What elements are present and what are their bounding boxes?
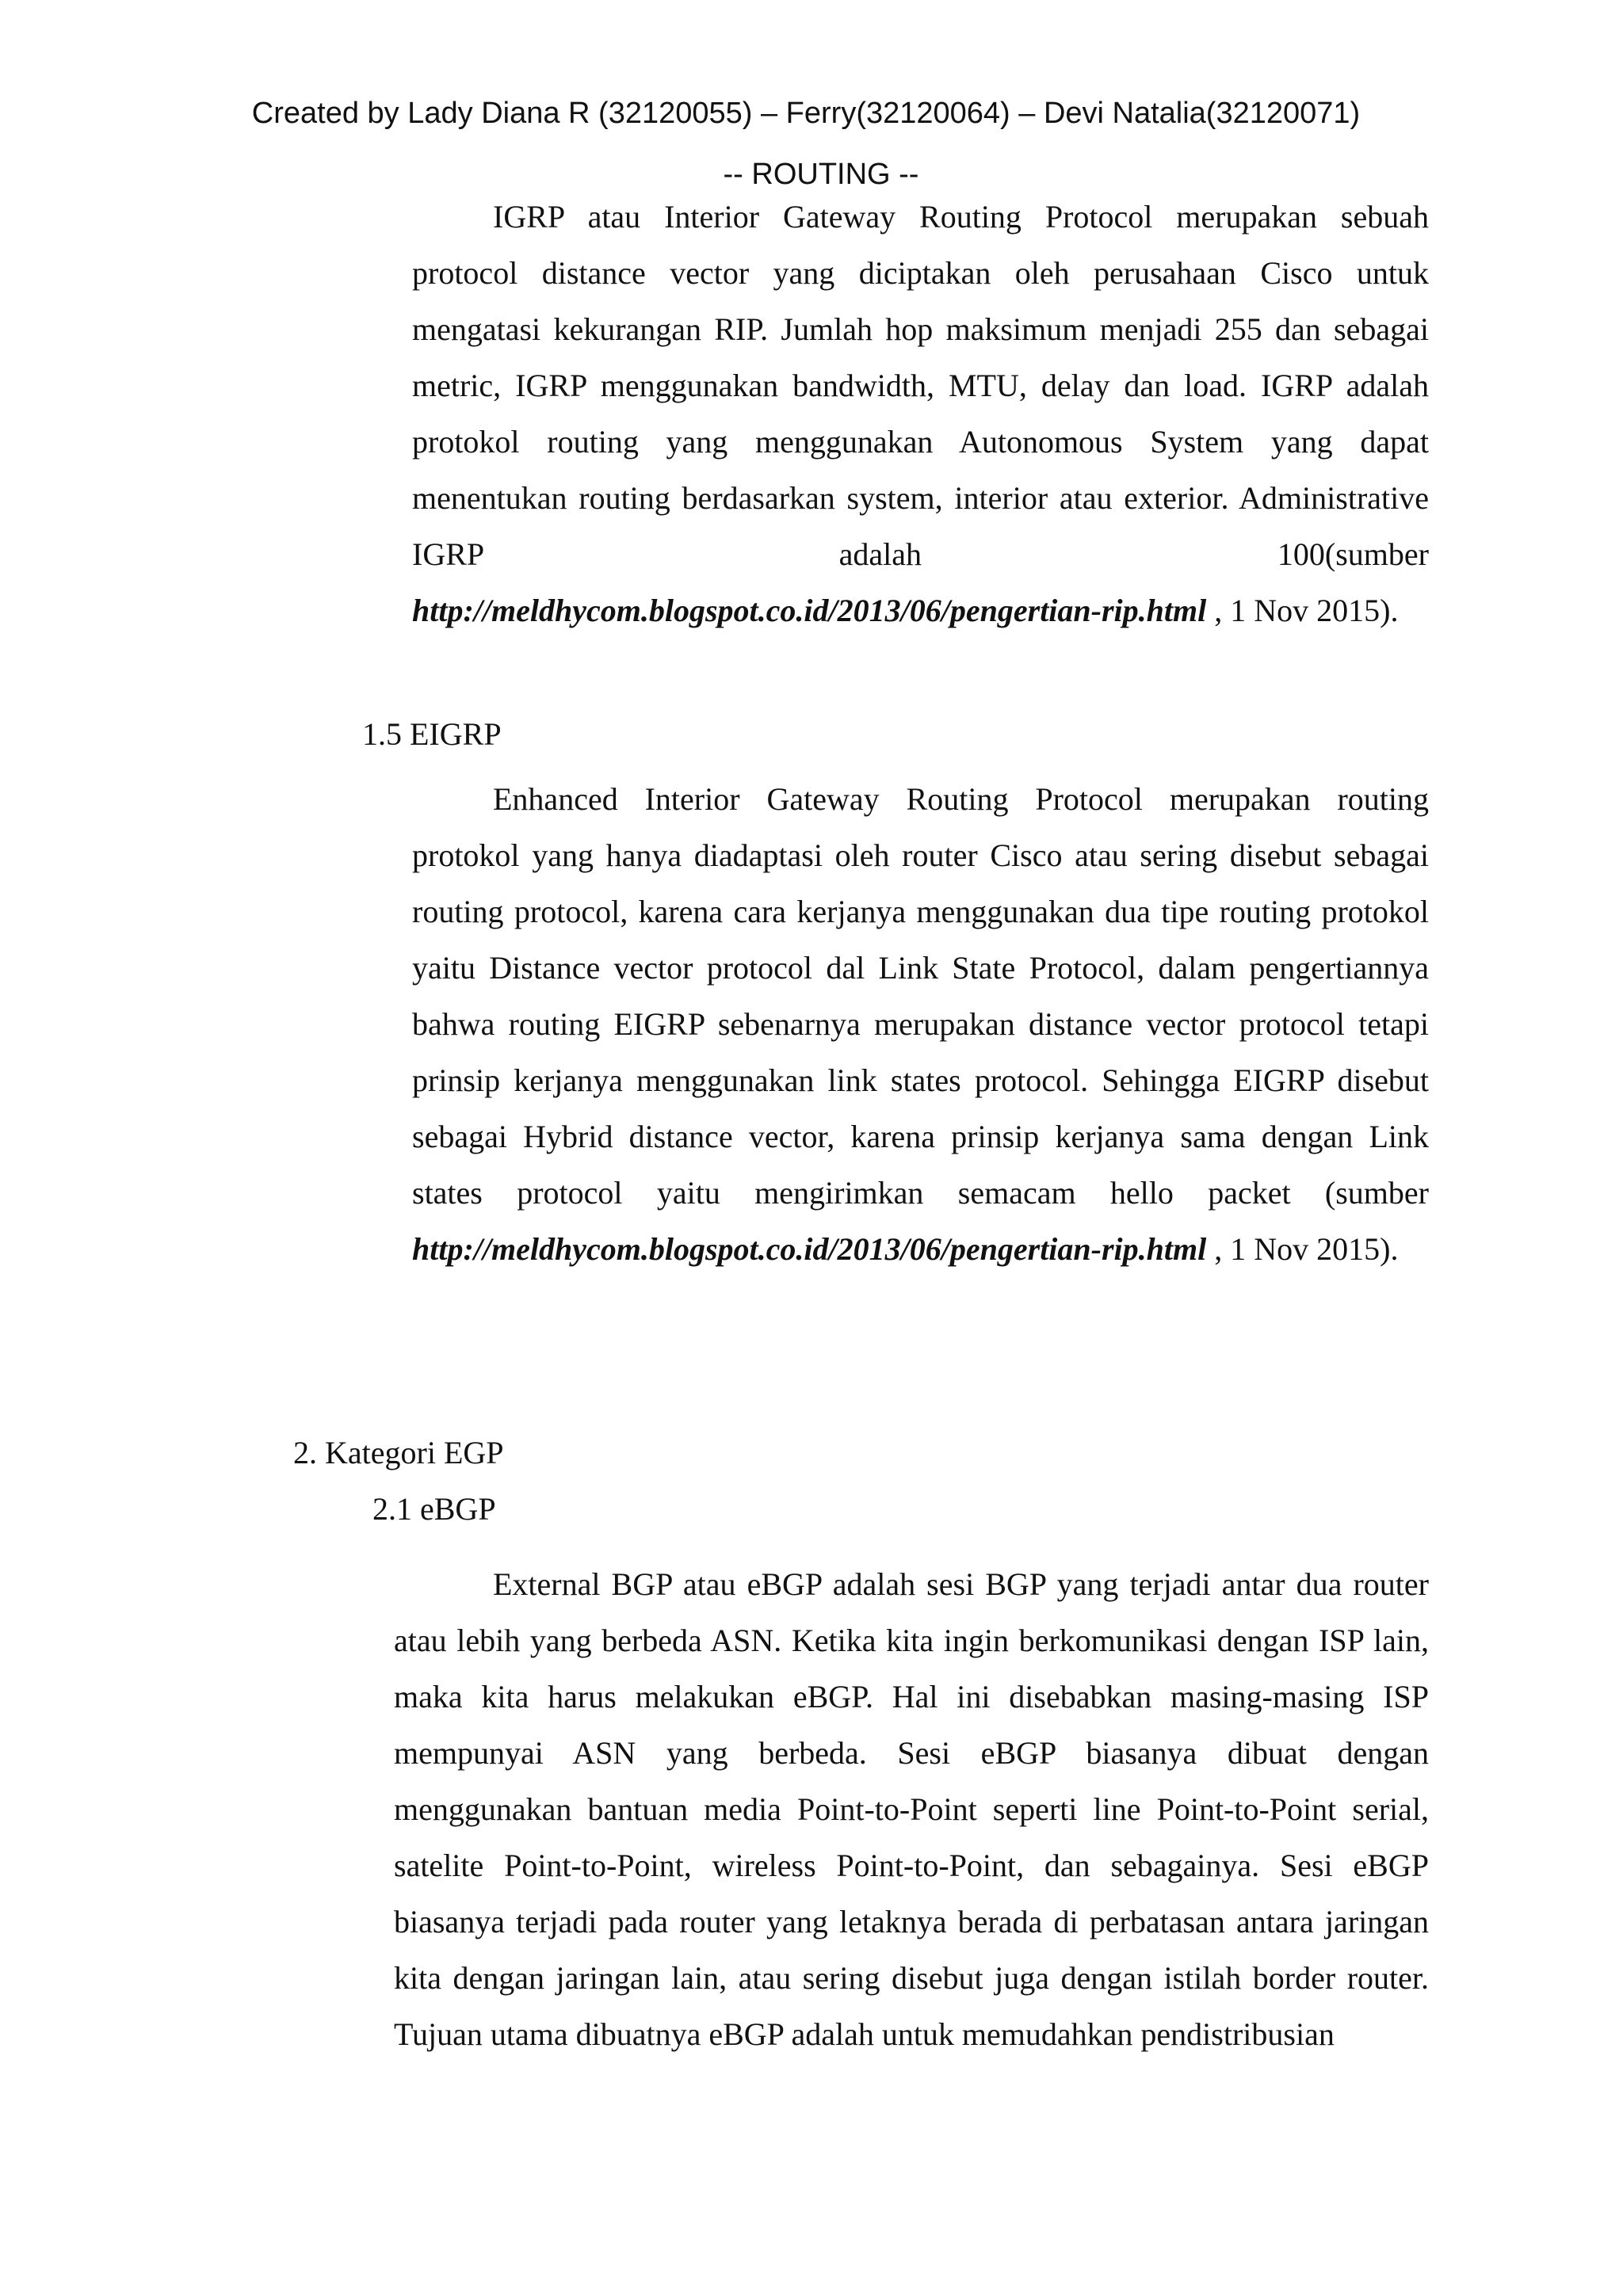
egp-heading: 2. Kategori EGP xyxy=(293,1435,504,1470)
header-section-title: -- ROUTING -- xyxy=(723,158,919,191)
ebgp-subheading: 2.1 eBGP xyxy=(372,1491,496,1527)
eigrp-heading: 1.5 EIGRP xyxy=(362,716,502,752)
igrp-paragraph xyxy=(412,189,1429,639)
eigrp-source-date: , 1 Nov 2015). xyxy=(1214,1231,1399,1267)
ebgp-paragraph-text: External BGP atau eBGP adalah sesi BGP yang terjadi antar dua router atau lebih yang berbeda ASN. Ketika kita ingin berkomunikasi dengan ISP lain, maka kita harus melakukan eBGP. Hal ini disebabkan masing-masing ISP mempunyai ASN yang berbeda. Sesi eBGP biasanya dibuat dengan menggunakan bantuan media Point-to-Point seperti line Point-to-Point serial, satelite Point-to-Point, wireless Point-to-Point, dan sebagainya. Sesi eBGP biasanya terjadi pada router yang letaknya berada di perbatasan antara jaringan kita dengan jaringan lain, atau sering disebut juga dengan istilah border router. Tujuan utama dibuatnya eBGP adalah untuk memudahkan pendistribusian xyxy=(394,1566,1429,2052)
igrp-source-link: http://meldhycom.blogspot.co.id/2013/06/pengertian-rip.html xyxy=(412,593,1207,628)
eigrp-source-link: http://meldhycom.blogspot.co.id/2013/06/pengertian-rip.html xyxy=(412,1231,1207,1267)
igrp-source-date: , 1 Nov 2015). xyxy=(1214,593,1399,628)
igrp-paragraph-text: IGRP atau Interior Gateway Routing Protocol merupakan sebuah protocol distance vector yang diciptakan oleh perusahaan Cisco untuk mengatasi kekurangan RIP. Jumlah hop maksimum menjadi 255 dan sebagai metric, IGRP menggunakan bandwidth, MTU, delay dan load. IGRP adalah protokol routing yang menggunakan Autonomous System yang dapat menentukan routing berdasarkan system, interior atau exterior. Administrative IGRP adalah 100(sumber xyxy=(412,199,1429,572)
eigrp-paragraph xyxy=(412,771,1429,1277)
header-credits: Created by Lady Diana R (32120055) – Ferry(32120064) – Devi Natalia(32120071) xyxy=(251,97,1361,130)
ebgp-paragraph xyxy=(394,1556,1429,2062)
eigrp-paragraph-text: Enhanced Interior Gateway Routing Protocol merupakan routing protokol yang hanya diadaptasi oleh router Cisco atau sering disebut sebagai routing protocol, karena cara kerjanya menggunakan dua tipe routing protokol yaitu Distance vector protocol dal Link State Protocol, dalam pengertiannya bahwa routing EIGRP sebenarnya merupakan distance vector protocol tetapi prinsip kerjanya menggunakan link states protocol. Sehingga EIGRP disebut sebagai Hybrid distance vector, karena prinsip kerjanya sama dengan Link states protocol yaitu mengirimkan semacam hello packet (sumber xyxy=(412,781,1429,1211)
